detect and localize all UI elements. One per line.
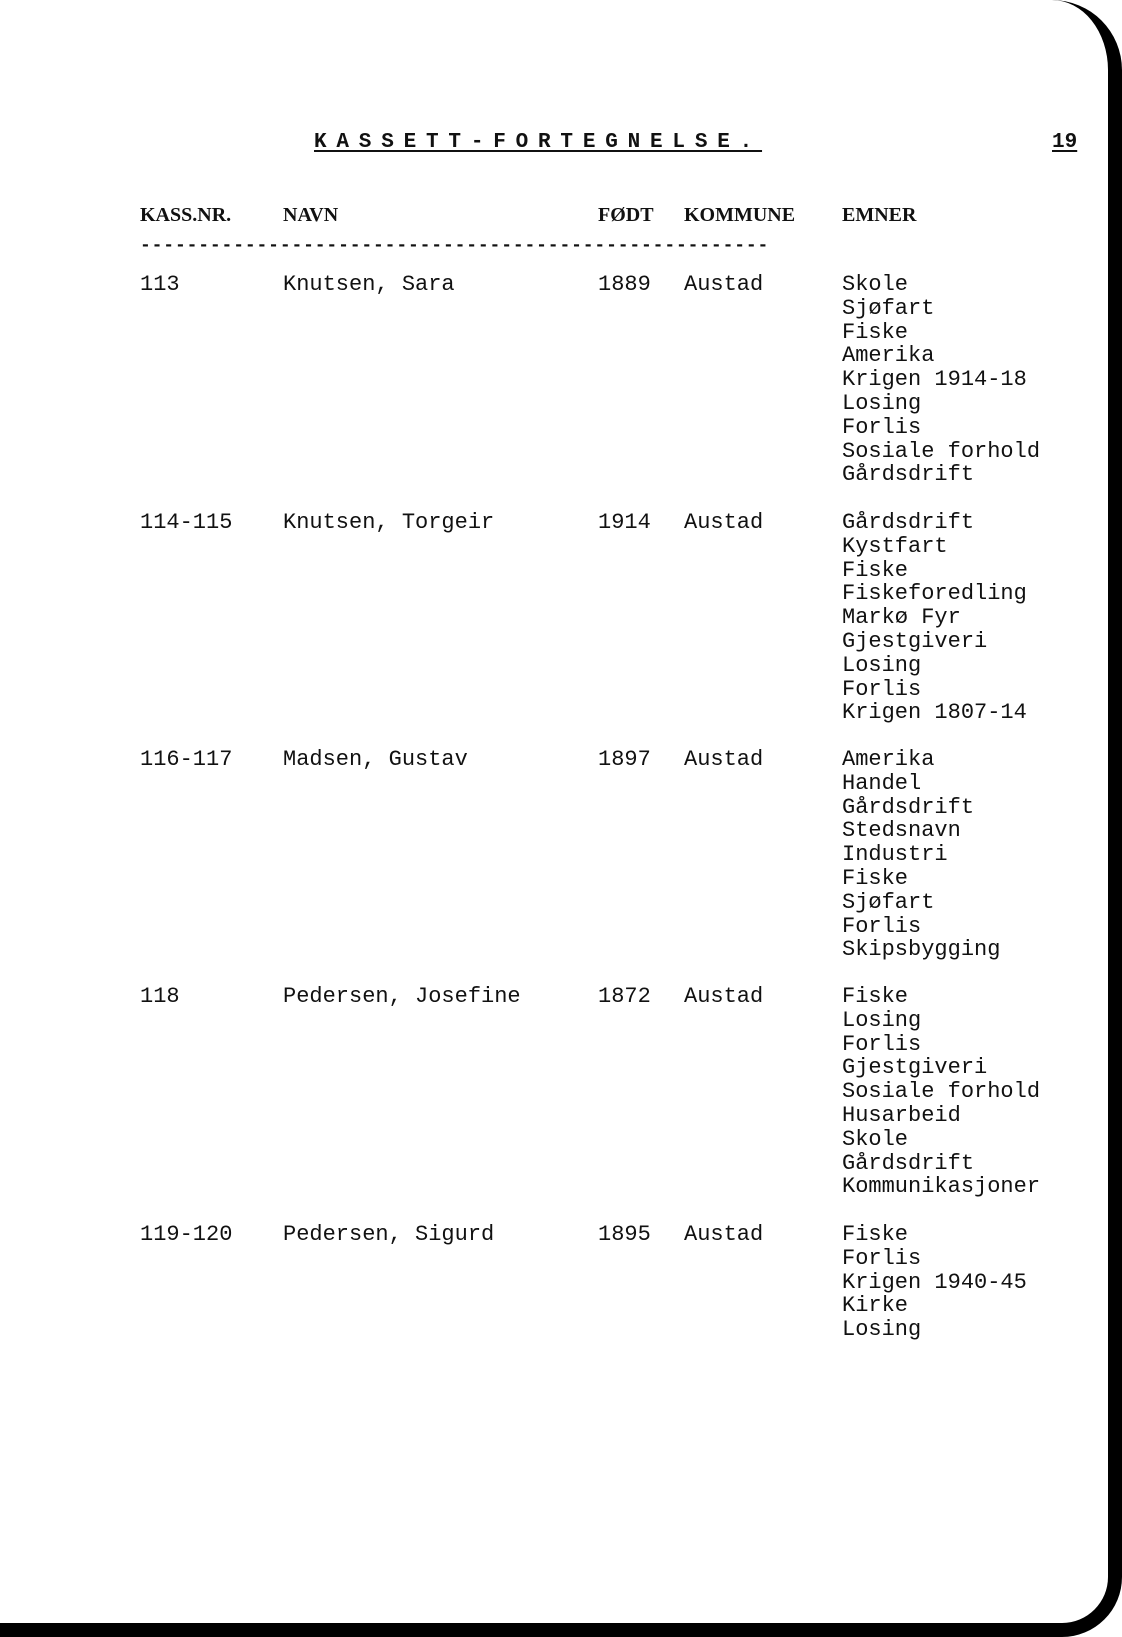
topic-item: Fiske [842,1222,909,1247]
topic-item: Fiske [842,557,909,583]
birth-year: 1914 [598,510,651,535]
header-separator: ------------------------------------------------------ [140,236,770,256]
topic-item: Husarbeid [842,1102,961,1128]
header-emner: EMNER [842,204,917,226]
birth-year: 1897 [598,747,651,772]
page-title: KASSETT-FORTEGNELSE. [314,131,763,154]
person-name: Pedersen, Josefine [283,984,521,1009]
header-kass-nr: KASS.NR. [140,204,232,226]
topic-item: Kommunikasjoner [842,1174,1041,1200]
topic-item: Gårdsdrift [842,510,975,535]
topic-item: Forlis [842,676,922,702]
municipality: Austad [684,272,764,297]
topic-item: Handel [842,770,922,796]
topic-item: Forlis [842,414,922,440]
topic-item: Gårdsdrift [842,794,975,820]
person-name: Madsen, Gustav [283,747,468,772]
municipality: Austad [684,984,764,1009]
topic-list [842,1223,1027,1342]
topic-item: Fiske [842,984,909,1009]
cassette-number: 119-120 [140,1222,233,1247]
topic-item: Gårdsdrift [842,1150,975,1176]
person-name: Knutsen, Sara [283,272,455,297]
topic-item: Losing [842,652,922,678]
topic-item: Forlis [842,1031,922,1057]
topic-item: Sosiale forhold [842,1079,1041,1105]
topic-item: Losing [842,390,922,416]
cassette-number: 116-117 [140,747,233,772]
birth-year: 1872 [598,984,651,1009]
topic-item: Krigen 1807-14 [842,700,1027,726]
topic-item: Forlis [842,1245,922,1271]
cassette-number: 113 [140,272,180,297]
person-name: Pedersen, Sigurd [283,1222,495,1247]
topic-item: Fiske [842,865,909,891]
topic-list [842,511,1027,725]
topic-item: Krigen 1940-45 [842,1269,1027,1295]
topic-item: Markø Fyr [842,605,961,631]
topic-item: Krigen 1914-18 [842,367,1027,393]
topic-item: Skole [842,1126,909,1152]
municipality: Austad [684,1222,764,1247]
topic-item: Kystfart [842,533,948,559]
municipality: Austad [684,747,764,772]
topic-item: Sjøfart [842,889,935,915]
topic-item: Sjøfart [842,295,935,321]
topic-item: Amerika [842,343,935,369]
municipality: Austad [684,510,764,535]
topic-item: Gjestgiveri [842,628,988,654]
person-name: Knutsen, Torgeir [283,510,495,535]
page-number: 19 [1052,131,1078,154]
header-fodt: FØDT [598,204,654,226]
topic-item: Gjestgiveri [842,1055,988,1081]
topic-item: Losing [842,1007,922,1033]
topic-item: Fiske [842,319,909,345]
header-kommune: KOMMUNE [684,204,796,226]
header-navn: NAVN [283,204,339,226]
topic-item: Gårdsdrift [842,462,975,488]
birth-year: 1895 [598,1222,651,1247]
topic-item: Stedsnavn [842,818,961,844]
topic-item: Industri [842,842,948,868]
topic-list [842,985,1040,1199]
topic-item: Sosiale forhold [842,438,1041,464]
topic-item: Forlis [842,913,922,939]
topic-item: Amerika [842,747,935,772]
cassette-number: 118 [140,984,180,1009]
topic-item: Skole [842,272,909,297]
topic-item: Kirke [842,1293,909,1319]
topic-item: Skipsbygging [842,937,1001,963]
topic-list [842,748,1000,962]
topic-item: Fiskeforedling [842,581,1027,607]
birth-year: 1889 [598,272,651,297]
topic-list [842,273,1040,487]
topic-item: Losing [842,1317,922,1343]
cassette-number: 114-115 [140,510,233,535]
